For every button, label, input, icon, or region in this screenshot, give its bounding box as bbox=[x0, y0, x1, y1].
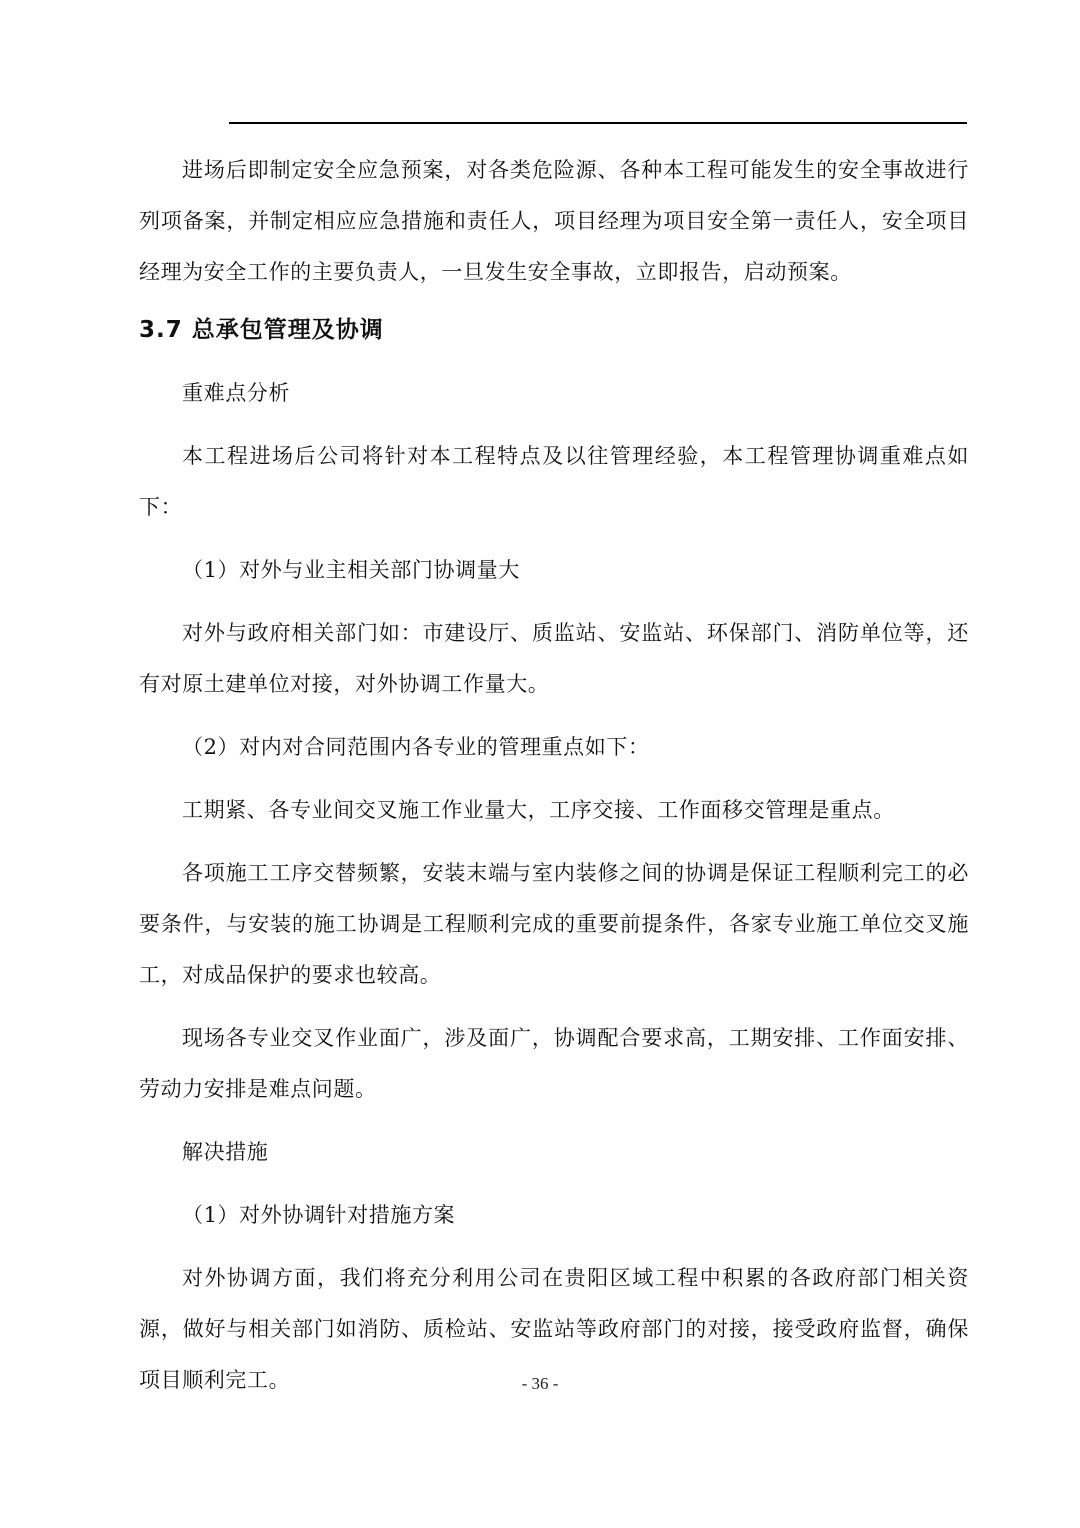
paragraph-solutions-label: 解决措施 bbox=[182, 1140, 269, 1164]
paragraph-external-departments: 对外与政府相关部门如：市建设厅、质监站、安监站、环保部门、消防单位等，还有对原土建单位对接，对外协调工作量大。 bbox=[139, 621, 969, 696]
paragraph-item-1-external: （1）对外与业主相关部门协调量大 bbox=[182, 558, 520, 582]
document-body bbox=[139, 145, 969, 1418]
paragraph-item-2-internal: （2）对内对合同范围内各专业的管理重点如下： bbox=[182, 735, 650, 759]
page-number: - 36 - bbox=[521, 1374, 559, 1393]
paragraph-difficulty-intro: 本工程进场后公司将针对本工程特点及以往管理经验，本工程管理协调重难点如下： bbox=[139, 444, 969, 519]
paragraph-tight-schedule: 工期紧、各专业间交叉施工作业量大，工序交接、工作面移交管理是重点。 bbox=[182, 798, 895, 822]
header-rule bbox=[229, 122, 967, 124]
paragraph-process-coordination: 各项施工工序交替频繁，安装末端与室内装修之间的协调是保证工程顺利完工的必要条件，与安装的施工协调是工程顺利完成的重要前提条件，各家专业施工单位交叉施工，对成品保护的要求也较高。 bbox=[139, 861, 969, 987]
paragraph-item-1-external-measures: （1）对外协调针对措施方案 bbox=[182, 1203, 456, 1227]
paragraph-external-coordination-detail: 对外协调方面，我们将充分利用公司在贵阳区域工程中积累的各政府部门相关资源，做好与相关部门如消防、质检站、安监站等政府部门的对接，接受政府监督，确保项目顺利完工。 bbox=[139, 1266, 969, 1392]
paragraph-difficulty-analysis-label: 重难点分析 bbox=[182, 381, 290, 405]
paragraph-site-cross-work: 现场各专业交叉作业面广，涉及面广，协调配合要求高，工期安排、工作面安排、劳动力安排是难点问题。 bbox=[139, 1026, 969, 1101]
section-heading: 3.7 总承包管理及协调 bbox=[139, 317, 384, 343]
paragraph-emergency-plan: 进场后即制定安全应急预案，对各类危险源、各种本工程可能发生的安全事故进行列项备案，并制定相应应急措施和责任人，项目经理为项目安全第一责任人，安全项目经理为安全工作的主要负责人，一旦发生安全事故，立即报告，启动预案。 bbox=[139, 158, 969, 284]
